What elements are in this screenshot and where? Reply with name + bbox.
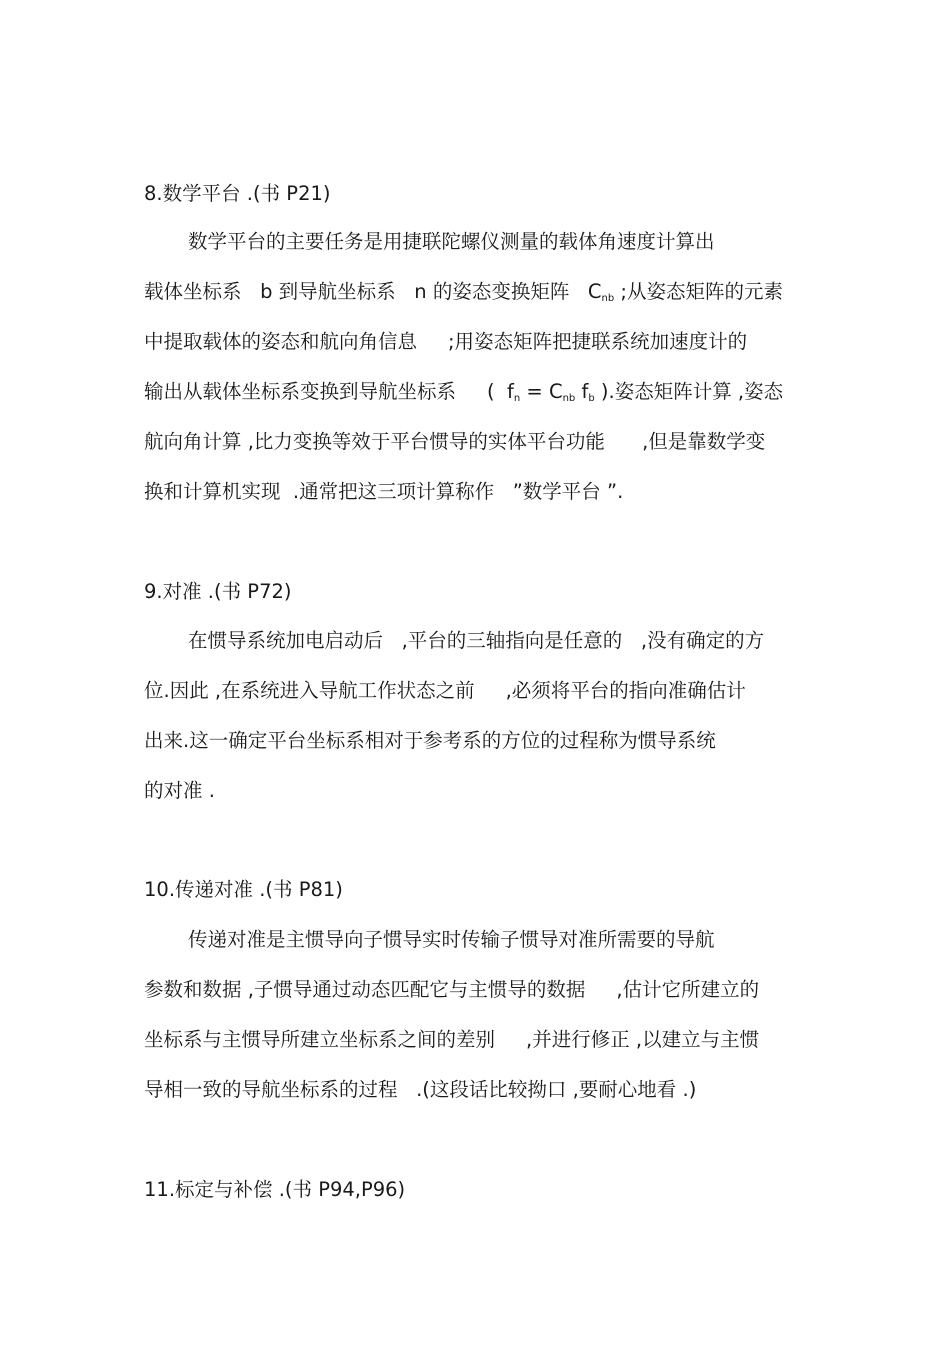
paragraph-line: 出来.这一确定平台坐标系相对于参考系的方位的过程称为惯导系统 [144, 729, 716, 752]
section-heading: 8.数学平台 .(书 P21) [144, 182, 331, 205]
paragraph-line: 航向角计算 ,比力变换等效于平台惯导的实体平台功能 ,但是靠数学变 [144, 430, 766, 453]
paragraph-line: 位.因此 ,在系统进入导航工作状态之前 ,必须将平台的指向准确估计 [144, 679, 746, 702]
section-heading: 10.传递对准 .(书 P81) [144, 878, 343, 901]
paragraph-line: 导相一致的导航坐标系的过程 .(这段话比较拗口 ,要耐心地看 .) [144, 1078, 697, 1101]
paragraph-line: 载体坐标系 b 到导航坐标系 n 的姿态变换矩阵 $C_{nb}$ ;从姿态矩阵的元素 [144, 280, 784, 304]
section-heading: 9.对准 .(书 P72) [144, 580, 292, 603]
paragraph-line: 参数和数据 ,子惯导通过动态匹配它与主惯导的数据 ,估计它所建立的 [144, 978, 760, 1001]
paragraph-line: 在惯导系统加电启动后 ,平台的三轴指向是任意的 ,没有确定的方 [188, 629, 765, 652]
paragraph-line: 输出从载体坐标系变换到导航坐标系 ( $f_n = C_{nb}$ $f_b$ ).姿态矩阵计算 ,姿态 [144, 380, 784, 404]
paragraph-line: 传递对准是主惯导向子惯导实时传输子惯导对准所需要的导航 [188, 928, 715, 951]
section-heading: 11.标定与补偿 .(书 P94,P96) [144, 1178, 406, 1201]
paragraph-line: 数学平台的主要任务是用捷联陀螺仪测量的载体角速度计算出 [188, 230, 715, 253]
paragraph-line: 中提取载体的姿态和航向角信息 ;用姿态矩阵把捷联系统加速度计的 [144, 330, 748, 353]
paragraph-line: 的对准 . [144, 779, 215, 802]
paragraph-line: 换和计算机实现 .通常把这三项计算称作 ”数学平台 ”. [144, 480, 624, 503]
paragraph-line: 坐标系与主惯导所建立坐标系之间的差别 ,并进行修正 ,以建立与主惯 [144, 1028, 760, 1051]
